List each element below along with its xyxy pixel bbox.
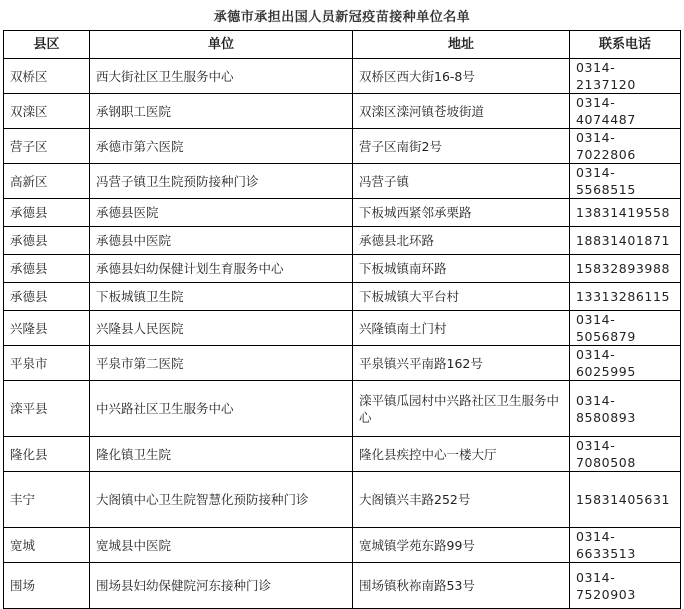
cell-address: 营子区南街2号 — [353, 129, 570, 164]
cell-phone: 0314-5568515 — [570, 164, 681, 199]
cell-district: 承德县 — [4, 255, 90, 283]
table-row — [4, 199, 681, 227]
cell-address: 下板城镇南环路 — [353, 255, 570, 283]
table-row — [4, 94, 681, 129]
cell-address: 宽城镇学苑东路99号 — [353, 528, 570, 563]
cell-address: 下板城西紧邻承栗路 — [353, 199, 570, 227]
cell-address: 围场镇秋祢南路53号 — [353, 563, 570, 609]
cell-unit: 大阁镇中心卫生院智慧化预防接种门诊 — [90, 472, 353, 528]
cell-district: 高新区 — [4, 164, 90, 199]
cell-district: 承德县 — [4, 283, 90, 311]
cell-unit: 承德市第六医院 — [90, 129, 353, 164]
table-row — [4, 59, 681, 94]
table-row — [4, 528, 681, 563]
cell-district: 承德县 — [4, 199, 90, 227]
table-row — [4, 129, 681, 164]
cell-unit: 承德县妇幼保健计划生育服务中心 — [90, 255, 353, 283]
cell-district: 双桥区 — [4, 59, 90, 94]
cell-phone: 0314-6025995 — [570, 346, 681, 381]
table-row — [4, 563, 681, 609]
cell-phone: 13313286115 — [570, 283, 681, 311]
cell-unit: 承钢职工医院 — [90, 94, 353, 129]
cell-address: 双滦区滦河镇苍坡街道 — [353, 94, 570, 129]
header-address: 地址 — [353, 31, 570, 59]
cell-address: 大阁镇兴丰路252号 — [353, 472, 570, 528]
cell-district: 承德县 — [4, 227, 90, 255]
cell-phone: 0314-2137120 — [570, 59, 681, 94]
cell-phone: 0314-5056879 — [570, 311, 681, 346]
cell-district: 双滦区 — [4, 94, 90, 129]
cell-phone: 15832893988 — [570, 255, 681, 283]
cell-unit: 承德县医院 — [90, 199, 353, 227]
cell-district: 营子区 — [4, 129, 90, 164]
cell-district: 隆化县 — [4, 437, 90, 472]
cell-phone: 0314-7022806 — [570, 129, 681, 164]
table-row — [4, 283, 681, 311]
table-row — [4, 164, 681, 199]
table-row — [4, 227, 681, 255]
page-title: 承德市承担出国人员新冠疫苗接种单位名单 — [213, 10, 471, 25]
cell-unit: 平泉市第二医院 — [90, 346, 353, 381]
table-row — [4, 381, 681, 437]
cell-address: 冯营子镇 — [353, 164, 570, 199]
cell-phone: 0314-4074487 — [570, 94, 681, 129]
cell-unit: 兴隆县人民医院 — [90, 311, 353, 346]
table-row — [4, 346, 681, 381]
table-row — [4, 311, 681, 346]
header-unit: 单位 — [90, 31, 353, 59]
cell-district: 丰宁 — [4, 472, 90, 528]
header-district: 县区 — [4, 31, 90, 59]
cell-unit: 承德县中医院 — [90, 227, 353, 255]
cell-phone: 0314-6633513 — [570, 528, 681, 563]
cell-address: 平泉镇兴平南路162号 — [353, 346, 570, 381]
cell-unit: 中兴路社区卫生服务中心 — [90, 381, 353, 437]
cell-unit: 围场县妇幼保健院河东接种门诊 — [90, 563, 353, 609]
cell-district: 滦平县 — [4, 381, 90, 437]
cell-address: 兴隆镇南土门村 — [353, 311, 570, 346]
cell-district: 平泉市 — [4, 346, 90, 381]
cell-phone: 0314-7520903 — [570, 563, 681, 609]
table-header-row — [4, 31, 681, 59]
cell-district: 兴隆县 — [4, 311, 90, 346]
table-row — [4, 472, 681, 528]
table-row — [4, 437, 681, 472]
vaccination-sites-table — [3, 30, 681, 609]
cell-unit: 西大街社区卫生服务中心 — [90, 59, 353, 94]
cell-address: 下板城镇大平台村 — [353, 283, 570, 311]
cell-unit: 下板城镇卫生院 — [90, 283, 353, 311]
cell-district: 宽城 — [4, 528, 90, 563]
cell-phone: 0314-8580893 — [570, 381, 681, 437]
cell-unit: 冯营子镇卫生院预防接种门诊 — [90, 164, 353, 199]
table-row — [4, 255, 681, 283]
cell-address: 双桥区西大街16-8号 — [353, 59, 570, 94]
cell-unit: 宽城县中医院 — [90, 528, 353, 563]
cell-district: 围场 — [4, 563, 90, 609]
cell-phone: 18831401871 — [570, 227, 681, 255]
cell-address: 承德县北环路 — [353, 227, 570, 255]
cell-unit: 隆化镇卫生院 — [90, 437, 353, 472]
cell-phone: 0314-7080508 — [570, 437, 681, 472]
cell-address: 滦平镇瓜园村中兴路社区卫生服务中心 — [353, 381, 570, 437]
cell-phone: 13831419558 — [570, 199, 681, 227]
cell-address: 隆化县疾控中心一楼大厅 — [353, 437, 570, 472]
header-phone: 联系电话 — [570, 31, 681, 59]
cell-phone: 15831405631 — [570, 472, 681, 528]
